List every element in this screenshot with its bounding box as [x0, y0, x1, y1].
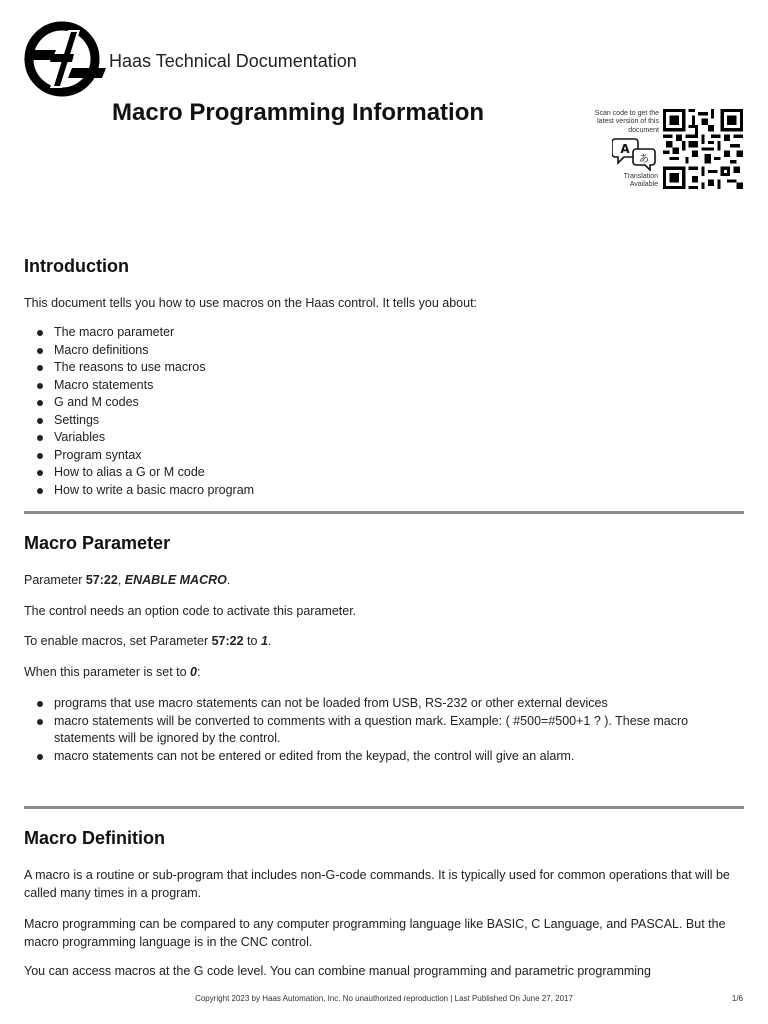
list-item: G and M codes	[24, 394, 744, 412]
list-item: Settings	[24, 412, 744, 430]
definition-paragraph-3: You can access macros at the G code level. You can combine manual programming and parametric programming	[24, 964, 651, 978]
param-line-1-prefix: Parameter	[24, 573, 86, 587]
brand-name: Haas Technical Documentation	[109, 51, 357, 71]
definition-paragraph-1: A macro is a routine or sub-program that includes non-G-code commands. It is typically used for common operations that will be called many times in a program.	[24, 868, 730, 900]
list-item: programs that use macro statements can not be loaded from USB, RS-232 or other external devices	[24, 695, 744, 713]
translation-caption: Translation Available	[623, 173, 658, 189]
list-item: Variables	[24, 429, 744, 447]
param-name: ENABLE MACRO	[124, 573, 227, 587]
page-title: Macro Programming Information	[112, 99, 485, 126]
intro-list	[24, 324, 744, 499]
list-item: macro statements will be converted to comments with a question mark. Example: ( #500=#500+1 ? ). These macro statements will be ignored by the control.	[24, 713, 744, 748]
list-item: Macro definitions	[24, 342, 744, 360]
param-line-4-prefix: When this parameter is set to	[24, 665, 191, 679]
definition-heading: Macro Definition	[24, 828, 166, 848]
qr-code-icon[interactable]	[663, 108, 743, 190]
param-heading: Macro Parameter	[24, 533, 171, 553]
section-divider	[24, 806, 744, 809]
param-number: 57:22	[211, 634, 244, 648]
list-item: Macro statements	[24, 377, 744, 395]
svg-text:A: A	[620, 142, 630, 156]
list-item: How to write a basic macro program	[24, 482, 744, 500]
param-line-1-end: .	[226, 573, 231, 587]
param-value: 1	[260, 634, 268, 648]
param-line-3	[24, 632, 744, 650]
intro-text: This document tells you how to use macros on the Haas control. It tells you about:	[24, 296, 478, 310]
list-item: How to alias a G or M code	[24, 464, 744, 482]
param-line-4	[24, 663, 744, 681]
param-line-1	[24, 571, 744, 589]
page-number: 1/6	[731, 994, 743, 1003]
footer-copyright: Copyright 2023 by Haas Automation, Inc. No unauthorized reproduction | Last Published On June 27, 2017	[195, 994, 573, 1003]
list-item: The reasons to use macros	[24, 359, 744, 377]
param-line-1-sep: ,	[117, 573, 125, 587]
param-line-3-prefix: To enable macros, set Parameter	[24, 634, 212, 648]
param-line-3-mid: to	[243, 634, 261, 648]
param-value: 0	[190, 665, 197, 679]
definition-paragraph-2: Macro programming can be compared to any computer programming language like BASIC, C Language, and PASCAL. But the macro programming language is in the CNC control.	[24, 917, 726, 949]
svg-text:あ: あ	[639, 154, 649, 165]
list-item: The macro parameter	[24, 324, 744, 342]
list-item: Program syntax	[24, 447, 744, 465]
param-line-3-end: .	[267, 634, 272, 648]
qr-caption: Scan code to get the latest version of this document	[594, 110, 659, 134]
param-line-2: The control needs an option code to activate this parameter.	[24, 604, 357, 618]
intro-heading: Introduction	[24, 256, 129, 276]
section-divider	[24, 511, 744, 514]
list-item: macro statements can not be entered or edited from the keypad, the control will give an alarm.	[24, 748, 744, 766]
param-line-4-end: :	[197, 665, 201, 679]
param-number: 57:22	[85, 573, 118, 587]
haas-logo-icon	[22, 20, 108, 98]
translation-icon	[612, 137, 658, 171]
param-list	[24, 695, 744, 765]
